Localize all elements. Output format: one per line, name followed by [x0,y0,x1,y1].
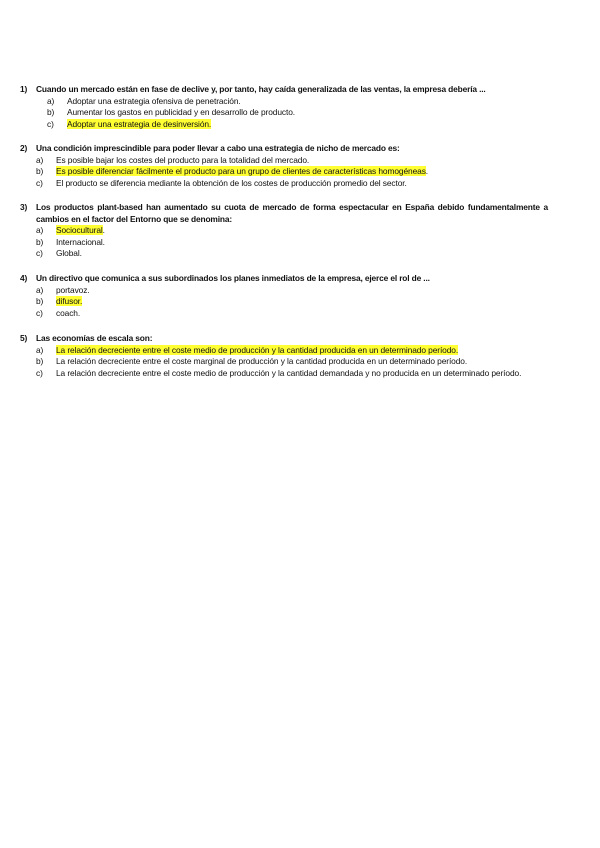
option-b [20,237,548,249]
option-letter: a) [36,284,44,295]
question-text: Una condición imprescindible para poder llevar a cabo una estrategia de nicho de mercado es: [36,143,400,153]
option-c [20,368,548,380]
option-text: El producto se diferencia mediante la obtención de los costes de producción promedio del sector. [56,177,407,188]
highlighted-answer: Adoptar una estrategia de desinversión. [67,118,212,129]
option-letter: b) [47,107,55,118]
question-number: 1) [20,84,28,94]
option-c [20,178,548,190]
option-a [20,96,548,108]
option-a [20,225,548,237]
option-c [20,248,548,260]
option-text: portavoz. [56,284,90,295]
question-text: Cuando un mercado están en fase de declive y, por tanto, hay caída generalizada de las ventas, la empresa debería ... [36,84,486,94]
highlighted-answer: La relación decreciente entre el coste medio de producción y la cantidad producida en un determinado período. [56,344,459,355]
highlighted-answer: difusor. [56,296,83,307]
question-1 [20,84,548,130]
option-b [20,296,548,308]
option-letter: a) [36,225,44,236]
option-letter: b) [36,166,44,177]
question-text: Los productos plant-based han aumentado su cuota de mercado de forma espectacular en España debido fundamentalmente a cambios en el factor del Entorno que se denomina: [36,202,548,224]
option-text: Aumentar los gastos en publicidad y en desarrollo de producto. [67,107,295,118]
question-text: Las economías de escala son: [36,333,153,343]
option-suffix: . [425,166,429,177]
option-text: Adoptar una estrategia ofensiva de penetración. [67,95,241,106]
option-letter: a) [47,95,55,106]
option-text: La relación decreciente entre el coste marginal de producción y la cantidad producida en un determinado período. [56,356,468,367]
option-a [20,155,548,167]
option-text: coach. [56,307,81,318]
option-a [20,345,548,357]
option-text: Internacional. [56,236,105,247]
question-number: 5) [20,333,28,343]
option-b [20,356,548,368]
question-number: 4) [20,273,28,283]
question-3 [20,202,548,260]
highlighted-answer: Es posible diferenciar fácilmente el producto para un grupo de clientes de características homogéneas [56,166,426,177]
option-letter: c) [36,177,43,188]
option-text: La relación decreciente entre el coste medio de producción y la cantidad demandada y no producida en un determinado período. [56,367,522,378]
option-letter: c) [47,118,54,129]
option-a [20,285,548,297]
question-number: 2) [20,143,28,153]
highlighted-answer: Sociocultural [56,225,103,236]
option-letter: c) [36,248,43,259]
option-letter: b) [36,236,44,247]
question-number: 3) [20,202,28,212]
option-letter: a) [36,154,44,165]
option-c [20,308,548,320]
option-letter: c) [36,307,43,318]
option-b [20,107,548,119]
option-letter: b) [36,296,44,307]
option-letter: c) [36,367,43,378]
option-letter: b) [36,356,44,367]
option-suffix: . [102,225,105,236]
option-b [20,166,548,178]
question-2 [20,143,548,189]
question-4 [20,273,548,319]
option-text: Es posible bajar los costes del producto para la totalidad del mercado. [56,154,310,165]
option-text: Global. [56,248,82,259]
question-5 [20,333,548,379]
option-letter: a) [36,344,44,355]
question-text: Un directivo que comunica a sus subordinados los planes inmediatos de la empresa, ejerce el rol de ... [36,273,430,283]
option-c [20,119,548,131]
